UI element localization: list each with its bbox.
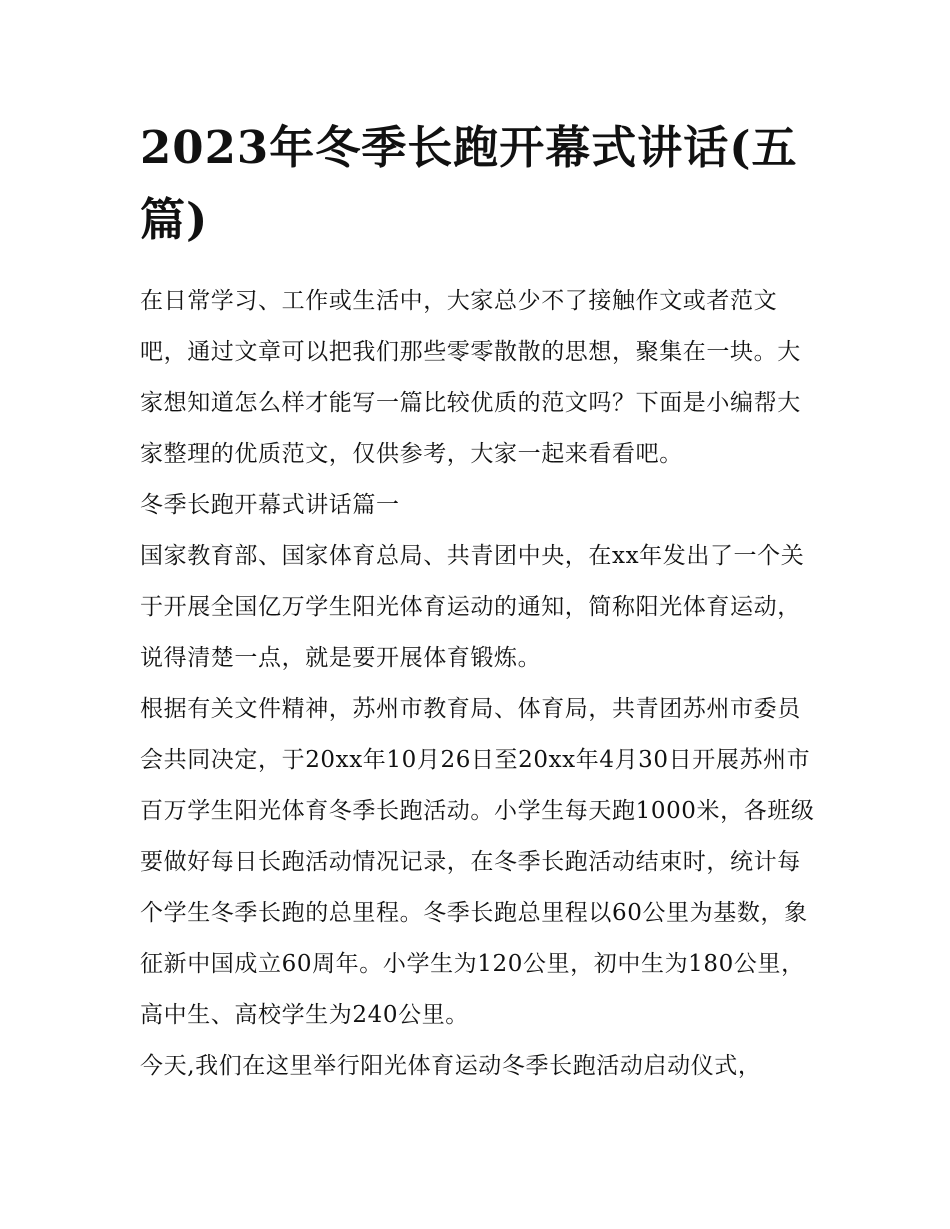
document-body [140, 276, 820, 1092]
document-title: 2023年冬季长跑开幕式讲话(五篇) [140, 121, 798, 246]
intro-paragraph: 在日常学习、工作或生活中，大家总少不了接触作文或者范文吧，通过文章可以把我们那些零零散散的思想，聚集在一块。大家想知道怎么样才能写一篇比较优质的范文吗？下面是小编帮大家整理的优质范文，仅供参考，大家一起来看看吧。 [140, 288, 801, 467]
section-heading: 冬季长跑开幕式讲话篇一 [140, 492, 400, 518]
body-paragraph-1: 国家教育部、国家体育总局、共青团中央，在xx年发出了一个关于开展全国亿万学生阳光体育运动的通知，简称阳光体育运动，说得清楚一点，就是要开展体育锻炼。 [140, 543, 805, 671]
body-paragraph-3: 今天,我们在这里举行阳光体育运动冬季长跑活动启动仪式， [140, 1053, 762, 1079]
body-paragraph-2: 根据有关文件精神，苏州市教育局、体育局，共青团苏州市委员会共同决定，于20xx年10月26日至20xx年4月30日开展苏州市百万学生阳光体育冬季长跑活动。小学生每天跑1000米，各班级要做好每日长跑活动情况记录，在冬季长跑活动结束时，统计每个学生冬季长跑的总里程。冬季长跑总里程以60公里为基数，象征新中国成立60周年。小学生为120公里，初中生为180公里，高中生、高校学生为240公里。 [140, 696, 815, 1028]
